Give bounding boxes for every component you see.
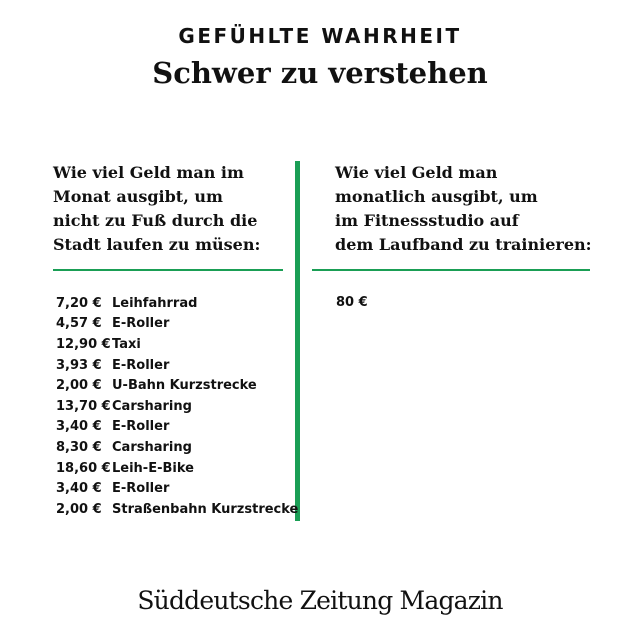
list-item [56,293,298,314]
list-item [56,417,298,438]
right-divider-rule [312,269,590,271]
left-heading-line: Stadt laufen zu müsen: [53,235,261,254]
left-column-heading [53,161,288,257]
transport-mode: Leihfahrrad [112,295,198,311]
transport-mode: E-Roller [112,316,170,332]
kicker: GEFÜHLTE WAHRHEIT [178,24,462,48]
price: 3,40 € [56,419,102,435]
expense-list [56,293,298,520]
transport-mode: Straßenbahn Kurzstrecke [112,501,299,517]
page-title: Schwer zu verstehen [152,56,488,90]
price: 18,60 € [56,460,111,476]
price: 3,93 € [56,357,102,373]
list-item [56,499,298,520]
transport-mode: E-Roller [112,481,170,497]
price: 2,00 € [56,378,102,394]
price: 7,20 € [56,295,102,311]
right-heading-line: monatlich ausgibt, um [335,187,538,206]
left-heading-line: Monat ausgibt, um [53,187,223,206]
price: 13,70 € [56,398,111,414]
right-heading-line: dem Laufband zu trainieren: [335,235,592,254]
list-item [56,355,298,376]
list-item [56,396,298,417]
list-item [56,478,298,499]
transport-mode: E-Roller [112,419,170,435]
price: 2,00 € [56,501,102,517]
price: 4,57 € [56,316,102,332]
transport-mode: Taxi [112,336,141,352]
transport-mode: U-Bahn Kurzstrecke [112,378,257,394]
list-item [56,437,298,458]
list-item [56,334,298,355]
transport-mode: Leih-E-Bike [112,460,194,476]
transport-mode: E-Roller [112,357,170,373]
price: 8,30 € [56,439,102,455]
left-heading-line: nicht zu Fuß durch die [53,211,258,230]
list-item [56,458,298,479]
price: 12,90 € [56,336,111,352]
list-item [56,314,298,335]
brand-logo: Süddeutsche Zeitung Magazin [137,586,503,615]
right-heading-line: im Fitnessstudio auf [335,211,519,230]
list-item [56,375,298,396]
right-column-heading [335,161,605,257]
gym-cost-value: 80 € [336,295,368,310]
transport-mode: Carsharing [112,398,192,414]
right-heading-line: Wie viel Geld man [335,163,498,182]
price: 3,40 € [56,481,102,497]
transport-mode: Carsharing [112,439,192,455]
left-divider-rule [53,269,283,271]
left-heading-line: Wie viel Geld man im [53,163,244,182]
